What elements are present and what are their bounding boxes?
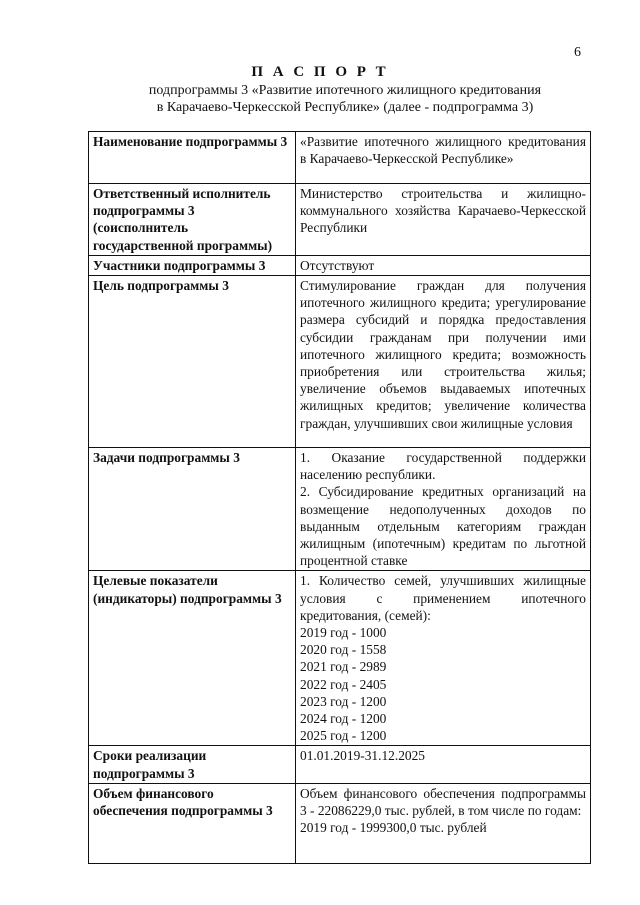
row-funding-volume bbox=[89, 783, 591, 863]
task-1: 1. Оказание государственной поддержки населению республики. bbox=[300, 450, 586, 483]
row-value: 01.01.2019-31.12.2025 bbox=[296, 746, 591, 783]
row-label: Цель подпрограммы 3 bbox=[89, 276, 296, 448]
row-goal bbox=[89, 276, 591, 448]
row-tasks bbox=[89, 448, 591, 571]
row-value bbox=[296, 448, 591, 571]
row-label: Сроки реализации подпрограммы 3 bbox=[89, 746, 296, 783]
row-label: Наименование подпрограммы 3 bbox=[89, 132, 296, 184]
indicator-year: 2020 год - 1558 bbox=[300, 642, 387, 658]
row-label: Ответственный исполнитель подпрограммы 3 (соисполнитель государственной программы) bbox=[89, 184, 296, 256]
subtitle-line-1: подпрограммы 3 «Развитие ипотечного жилищного кредитования bbox=[148, 83, 542, 98]
row-value bbox=[296, 783, 591, 863]
row-value: Отсутствуют bbox=[296, 255, 591, 275]
row-implementation-period bbox=[89, 746, 591, 783]
indicator-intro: 1. Количество семей, улучшивших жилищные условия с применением ипотечного кредитования, (семей): bbox=[300, 573, 586, 623]
row-value: Стимулирование граждан для получения ипотечного жилищного кредита; урегулирование размера субсидий и порядка предоставления субсидии гражданам при получении ими ипотечного жилищного кредита; возможность приобретения или строительства жилья; увеличение объемов выдаваемых ипотечных жилищных кредитов; увеличение количества граждан, улучшивших свои жилищные условия bbox=[296, 276, 591, 448]
document-title: П А С П О Р Т bbox=[251, 64, 389, 80]
indicator-year: 2019 год - 1000 bbox=[300, 625, 387, 641]
indicator-year: 2021 год - 2989 bbox=[300, 659, 387, 675]
row-responsible-executor bbox=[89, 184, 591, 256]
row-label: Объем финансового обеспечения подпрограммы 3 bbox=[89, 783, 296, 863]
indicator-year: 2022 год - 2405 bbox=[300, 676, 387, 692]
row-value: «Развитие ипотечного жилищного кредитования в Карачаево-Черкесской Республике» bbox=[296, 132, 591, 184]
row-program-name bbox=[89, 132, 591, 184]
document-subtitle bbox=[90, 82, 600, 116]
task-2: 2. Субсидирование кредитных организаций на возмещение недополученных доходов по выданным отдельным категориям граждан жилищным (ипотечным) кредитам по льготной процентной ставке bbox=[300, 484, 586, 569]
row-participants bbox=[89, 255, 591, 275]
indicator-year: 2024 год - 1200 bbox=[300, 711, 387, 727]
indicator-year: 2023 год - 1200 bbox=[300, 693, 387, 709]
row-label: Целевые показатели (индикаторы) подпрограммы 3 bbox=[89, 571, 296, 746]
funding-total: Объем финансового обеспечения подпрограммы 3 - 22086229,0 тыс. рублей, в том числе по годам: bbox=[300, 785, 586, 819]
passport-table bbox=[88, 131, 591, 864]
row-label: Задачи подпрограммы 3 bbox=[89, 448, 296, 571]
row-value: Министерство строительства и жилищно-коммунального хозяйства Карачаево-Черкесской Республики bbox=[296, 184, 591, 256]
page-number: 6 bbox=[574, 45, 581, 60]
row-target-indicators bbox=[89, 571, 591, 746]
funding-year: 2019 год - 1999300,0 тыс. рублей bbox=[300, 820, 487, 836]
row-label: Участники подпрограммы 3 bbox=[89, 255, 296, 275]
row-value bbox=[296, 571, 591, 746]
indicator-year: 2025 год - 1200 bbox=[300, 728, 387, 744]
subtitle-line-2: в Карачаево-Черкесской Республике» (далее - подпрограмма 3) bbox=[156, 100, 534, 115]
